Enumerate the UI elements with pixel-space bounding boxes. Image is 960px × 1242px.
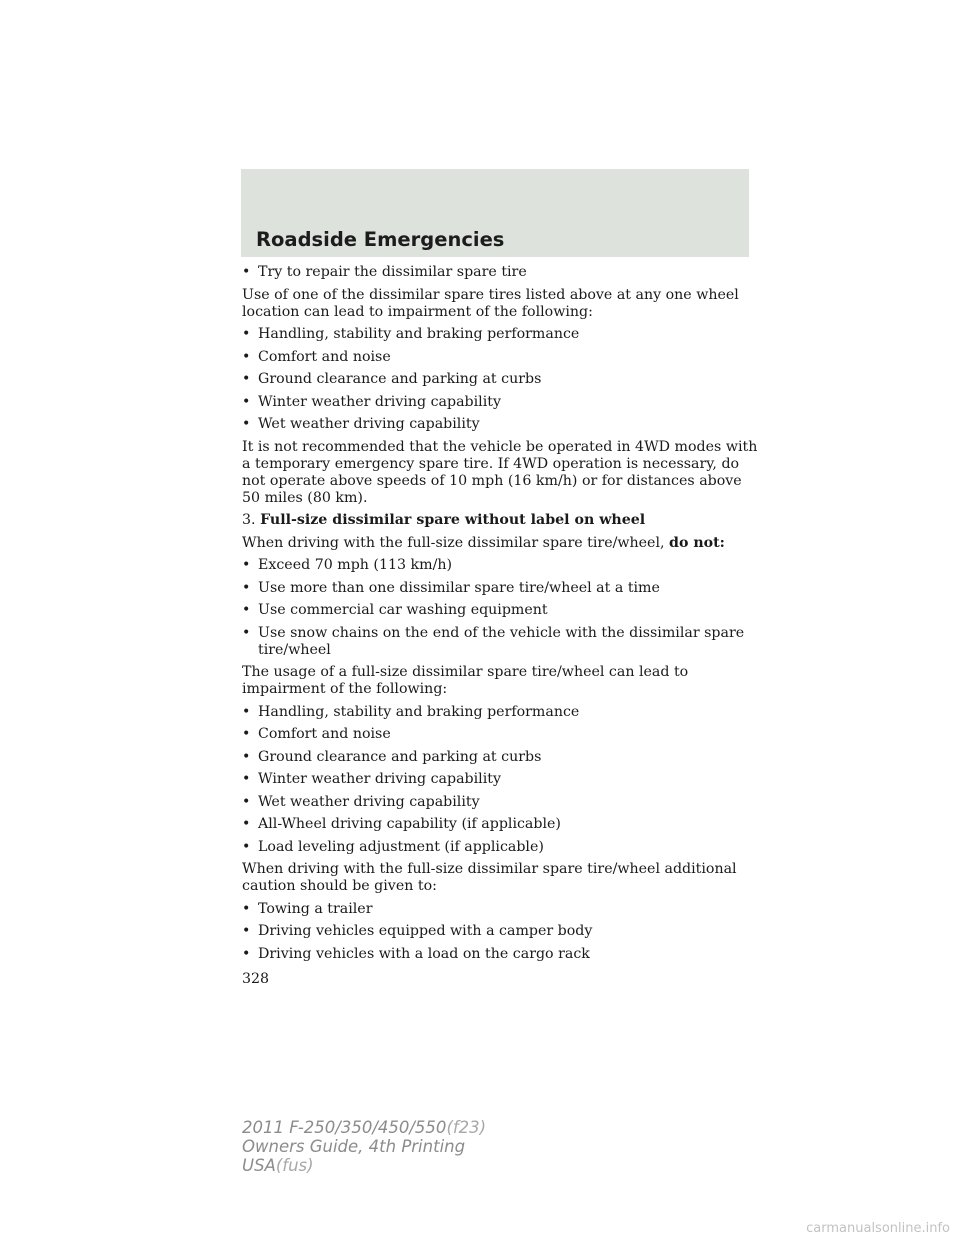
list-item: • Ground clearance and parking at curbs [242, 748, 542, 765]
list-item: • Try to repair the dissimilar spare tire [242, 264, 527, 280]
page-number: 328 [242, 971, 270, 987]
bullet-icon: • [242, 945, 251, 962]
bullet-icon: • [242, 393, 251, 410]
section-heading [242, 512, 762, 529]
paragraph: It is not recommended that the vehicle be operated in 4WD modes with a temporary emergency spare tire. If 4WD operation is necessary, do not operate above speeds of 10 mph (16 km/h) or for distances above 50 miles (80 km). [242, 438, 758, 506]
bullet-icon: • [242, 838, 251, 855]
bullet-icon: • [242, 748, 251, 765]
footer-line: 2011 F-250/350/450/550(f23) [242, 1118, 487, 1137]
section-number: 3. [242, 512, 256, 528]
list-item: • Winter weather driving capability [242, 393, 501, 410]
list-item: • Use commercial car washing equipment [242, 602, 548, 618]
list-item: • Comfort and noise [242, 348, 391, 365]
paragraph: When driving with the full-size dissimilar spare tire/wheel, do not: [242, 534, 725, 551]
bullet-icon: • [242, 348, 251, 365]
list-item: • Towing a trailer [242, 900, 373, 917]
paragraph: The usage of a full-size dissimilar spare tire/wheel can lead to impairment of the following: [242, 664, 689, 697]
footer-line: USA(fus) [242, 1156, 314, 1175]
section-heading-text: Full-size dissimilar spare without label on wheel [260, 512, 646, 528]
bullet-icon: • [242, 602, 251, 618]
list-item: • Driving vehicles equipped with a camper body [242, 923, 593, 939]
list-item: • Use snow chains on the end of the vehicle with the dissimilar spare tire/wheel [242, 624, 745, 658]
list-item: • Handling, stability and braking performance [242, 703, 580, 720]
bullet-icon: • [242, 264, 251, 280]
paragraph: Use of one of the dissimilar spare tires listed above at any one wheel location can lead to impairment of the following: [242, 286, 739, 320]
list-item: • Ground clearance and parking at curbs [242, 371, 542, 387]
watermark: carmanualsonline.info [806, 1221, 950, 1236]
list-item: • Driving vehicles with a load on the cargo rack [242, 945, 590, 962]
bullet-icon: • [242, 557, 251, 573]
section-title: Roadside Emergencies [256, 228, 505, 251]
bullet-icon: • [242, 923, 251, 939]
bullet-icon: • [242, 900, 251, 917]
bullet-icon: • [242, 726, 251, 742]
bullet-icon: • [242, 703, 251, 720]
list-item: • All-Wheel driving capability (if applicable) [242, 816, 561, 832]
bullet-icon: • [242, 579, 251, 596]
section-header-band [241, 169, 749, 257]
list-item: • Use more than one dissimilar spare tire/wheel at a time [242, 579, 660, 596]
print-footer [242, 1118, 486, 1175]
list-item: • Winter weather driving capability [242, 771, 501, 787]
bullet-icon: • [242, 793, 251, 810]
list-item: • Exceed 70 mph (113 km/h) [242, 557, 453, 573]
bullet-icon: • [242, 771, 251, 787]
bullet-icon: • [242, 326, 251, 342]
bullet-icon: • [242, 371, 251, 387]
list-item: • Wet weather driving capability [242, 416, 480, 432]
list-item: • Wet weather driving capability [242, 793, 480, 810]
emphasis-text: do not: [669, 534, 725, 551]
list-item: • Load leveling adjustment (if applicable) [242, 838, 544, 855]
page-content [242, 264, 762, 968]
bullet-icon: • [242, 416, 251, 432]
bullet-icon: • [242, 816, 251, 832]
paragraph: When driving with the full-size dissimilar spare tire/wheel additional caution should be given to: [242, 861, 737, 894]
list-item: • Comfort and noise [242, 726, 391, 742]
footer-line: Owners Guide, 4th Printing [242, 1137, 466, 1156]
list-item: • Handling, stability and braking performance [242, 326, 580, 342]
bullet-icon: • [242, 624, 251, 641]
